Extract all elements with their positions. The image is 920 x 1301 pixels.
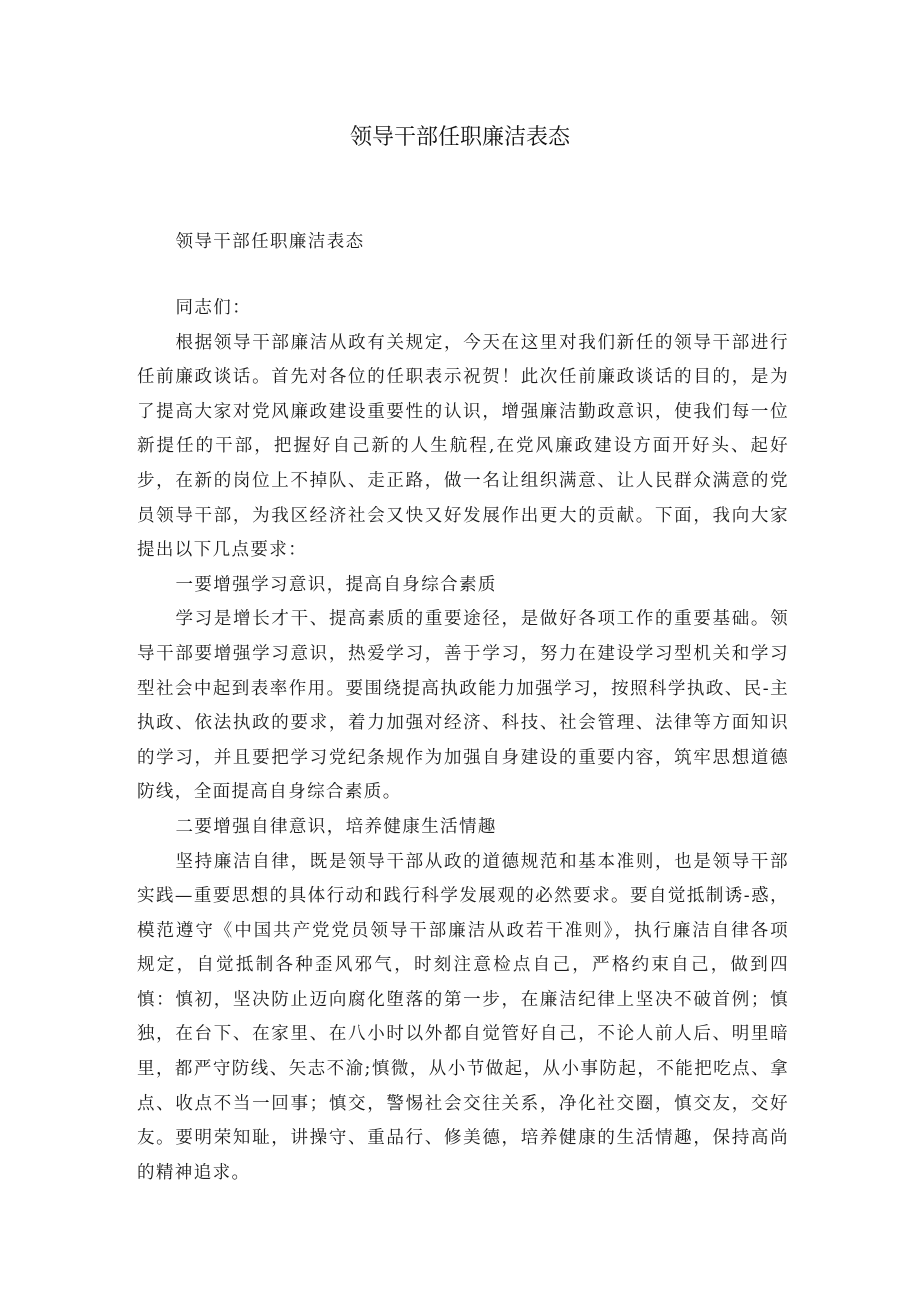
- paragraph-intro: 根据领导干部廉洁从政有关规定，今天在这里对我们新任的领导干部进行任前廉政谈话。首先对各位的任职表示祝贺！此次任前廉政谈话的目的，是为了提高大家对党风廉政建设重要性的认识，增强廉洁勤政意识，使我们每一位新提任的干部，把握好自己新的人生航程,在党风廉政建设方面开好头、起好步，在新的岗位上不掉队、走正路，做一名让组织满意、让人民群众满意的党员领导干部，为我区经济社会又快又好发展作出更大的贡献。下面，我向大家提出以下几点要求：: [137, 332, 789, 561]
- section-heading-1: 一要增强学习意识，提高自身综合素质: [175, 574, 497, 595]
- document-title: 领导干部任职廉洁表态: [349, 125, 570, 150]
- paragraph-self-discipline: 坚持廉洁自律，既是领导干部从政的道德规范和基本准则，也是领导干部实践—重要思想的具体行动和践行科学发展观的必然要求。要自觉抵制诱-惑，模范遵守《中国共产党党员领导干部廉洁从政若干准则》，执行廉洁自律各项规定，自觉抵制各种歪风邪气，时刻注意检点自己，严格约束自己，做到四慎：慎初，坚决防止迈向腐化堕落的第一步，在廉洁纪律上坚决不破首例；慎独，在台下、在家里、在八小时以外都自觉管好自己，不论人前人后、明里暗里，都严守防线、矢志不渝;慎微，从小节做起，从小事防起，不能把吃点、拿点、收点不当一回事；慎交，警惕社会交往关系，净化社交圈，慎交友，交好友。要明荣知耻，讲操守、重品行、修美德，培养健康的生活情趣，保持高尚的精神追求。: [137, 851, 789, 1183]
- subtitle-line: 领导干部任职廉洁表态: [175, 232, 365, 252]
- salutation: 同志们：: [175, 298, 252, 318]
- document-subtitle: [137, 225, 789, 260]
- document-body: [137, 291, 789, 1190]
- paragraph-learning: 学习是增长才干、提高素质的重要途径，是做好各项工作的重要基础。领导干部要增强学习意识，热爱学习，善于学习，努力在建设学习型机关和学习型社会中起到表率作用。要围绕提高执政能力加强学习，按照科学执政、民-主执政、依法执政的要求，着力加强对经济、科技、社会管理、法律等方面知识的学习，并且要把学习党纪条规作为加强自身建设的重要内容，筑牢思想道德防线，全面提高自身综合素质。: [137, 609, 789, 803]
- section-heading-2: 二要增强自律意识，培养健康生活情趣: [175, 816, 497, 837]
